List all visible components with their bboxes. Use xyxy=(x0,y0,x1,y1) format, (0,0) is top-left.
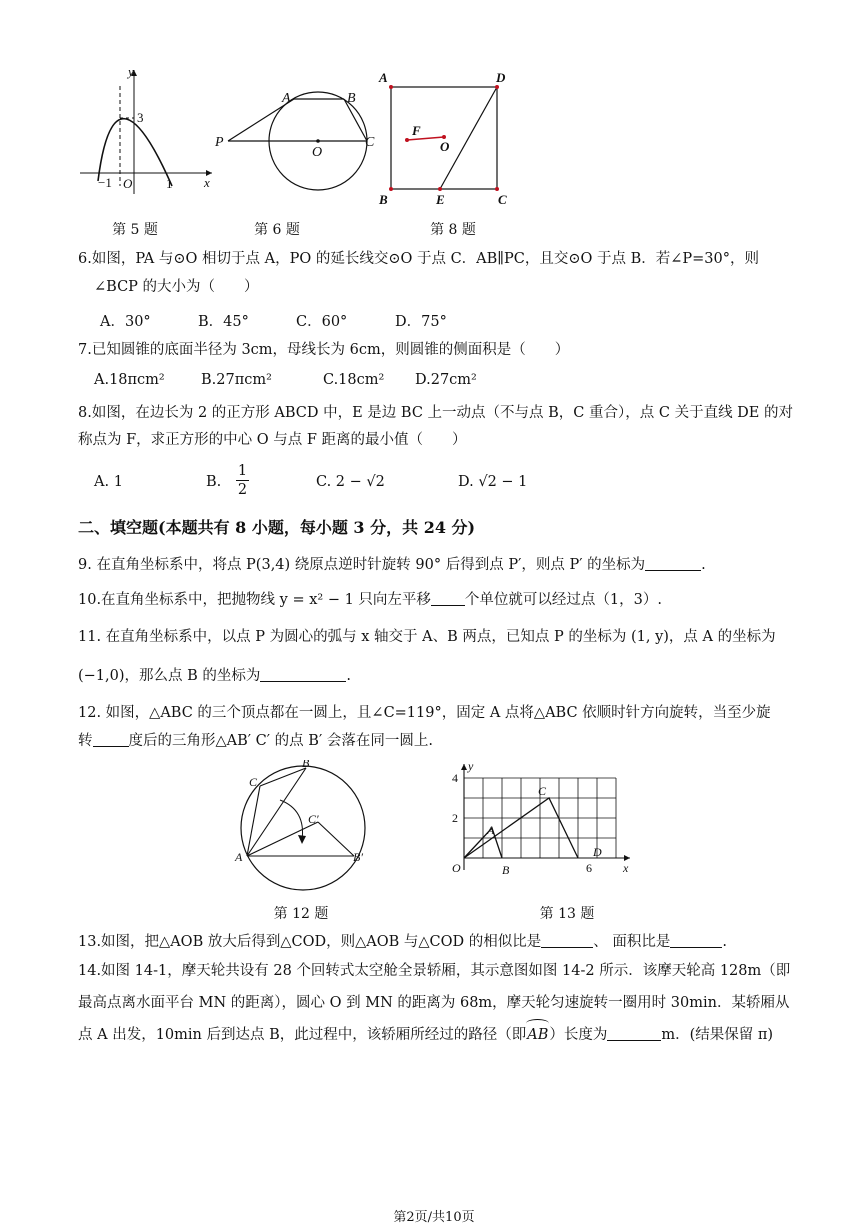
fig5-origin-label: O xyxy=(123,176,133,191)
section-2-heading: 二、填空题(本题共有 8 小题，每小题 3 分，共 24 分) xyxy=(78,518,476,537)
fig13-tick-4: 4 xyxy=(452,771,458,785)
question-8-option-b-numerator: 1 xyxy=(237,463,248,479)
question-7-line1: 7.已知圆锥的底面半径为 3cm，母线长为 6cm，则圆锥的侧面积是（ ） xyxy=(78,342,570,358)
fig8-label-O: O xyxy=(440,139,450,154)
figure-6-circle xyxy=(212,84,382,212)
fig13-label-B: B xyxy=(502,863,510,877)
question-6-line1: 6.如图，PA 与⊙O 相切于点 A，PO 的延长线交⊙O 于点 C．AB∥PC，且交⊙O 于点 B．若∠P=30°，则 xyxy=(78,251,760,267)
question-14-line3 xyxy=(78,1025,773,1045)
fig13-label-C: C xyxy=(538,784,547,798)
question-14-arc-label: AB xyxy=(527,1027,549,1043)
question-8-option-b-prefix: B. xyxy=(206,474,222,490)
fig8-label-A: A xyxy=(379,70,388,85)
question-10-tail: 个单位就可以经过点（1，3）. xyxy=(464,592,662,608)
question-11-answer-blank[interactable] xyxy=(260,667,346,682)
fig13-tick-2: 2 xyxy=(452,811,458,825)
question-14-tail: m．(结果保留 π) xyxy=(661,1027,774,1043)
question-6-option-a: A．30° xyxy=(100,314,151,330)
fig12-label-C: C xyxy=(249,775,258,789)
question-9 xyxy=(78,555,706,575)
figure-13-grid xyxy=(446,760,636,880)
question-8-line1: 8.如图，在边长为 2 的正方形 ABCD 中，E 是边 BC 上一动点（不与点 B，C 重合），点 C 关于直线 DE 的对 xyxy=(78,405,793,421)
question-6-option-d: D．75° xyxy=(395,314,447,330)
question-12-line2-text: 转 xyxy=(78,733,93,749)
question-13-area-blank[interactable] xyxy=(670,933,722,948)
fig13-tick-6: 6 xyxy=(586,861,592,875)
question-11-line2-text: (−1,0)，那么点 B 的坐标为 xyxy=(78,668,261,684)
question-11-line2 xyxy=(78,666,351,686)
question-12-tail: 度后的三角形△AB′ C′ 的点 B′ 会落在同一圆上. xyxy=(128,733,433,749)
question-8-option-b xyxy=(206,462,249,499)
caption-fig6: 第 6 题 xyxy=(254,222,300,238)
question-12-answer-blank[interactable] xyxy=(93,732,129,747)
fig5-label-3: 3 xyxy=(137,110,144,125)
question-7-option-b: B.27πcm² xyxy=(201,372,272,388)
fig5-label-neg1: −1 xyxy=(98,175,112,190)
question-6-line2: ∠BCP 的大小为（ ） xyxy=(94,279,259,295)
page-footer: 第2页/共10页 xyxy=(393,1210,475,1225)
question-13-text: 13.如图，把△AOB 放大后得到△COD，则△AOB 与△COD 的相似比是 xyxy=(78,934,542,950)
question-8-option-b-fraction xyxy=(236,462,249,499)
question-9-answer-blank[interactable] xyxy=(645,556,701,571)
fig13-label-D: D xyxy=(593,845,602,859)
fig6-label-P: P xyxy=(215,135,224,150)
fig8-label-C: C xyxy=(498,192,507,207)
fig6-label-B: B xyxy=(347,91,356,106)
question-7-option-a: A.18πcm² xyxy=(94,372,165,388)
fig8-label-B: B xyxy=(379,192,388,207)
fig8-label-D: D xyxy=(496,70,506,85)
question-14-line3-text: 点 A 出发，10min 后到达点 B，此过程中，该轿厢所经过的路径（即 xyxy=(78,1027,527,1043)
question-7-option-d: D.27cm² xyxy=(415,372,477,388)
fig13-label-A: A xyxy=(487,823,495,837)
fig5-y-label: y xyxy=(128,66,134,79)
fig12-label-B: B xyxy=(302,760,310,770)
fig12-label-Cprime: C′ xyxy=(308,812,319,826)
question-10-text: 10.在直角坐标系中，把抛物线 y = x² − 1 只向左平移 xyxy=(78,592,431,608)
question-6-option-b: B．45° xyxy=(198,314,249,330)
fig6-label-C: C xyxy=(365,135,375,150)
question-11-line1: 11. 在直角坐标系中，以点 P 为圆心的弧与 x 轴交于 A、B 两点，已知点 P 的坐标为 (1, y)，点 A 的坐标为 xyxy=(78,629,776,645)
fig5-label-1: 1 xyxy=(166,176,173,191)
caption-fig12: 第 12 题 xyxy=(273,906,329,922)
question-9-text: 9. 在直角坐标系中，将点 P(3,4) 绕原点逆时针旋转 90° 后得到点 P′，则点 P′ 的坐标为 xyxy=(78,557,646,573)
fig6-label-A: A xyxy=(282,91,291,106)
caption-fig13: 第 13 题 xyxy=(539,906,595,922)
caption-fig5: 第 5 题 xyxy=(112,222,158,238)
question-13-tail: . xyxy=(722,934,727,950)
question-8-option-d: D. √2 − 1 xyxy=(458,474,528,490)
question-10-answer-blank[interactable] xyxy=(431,591,465,606)
figure-8-square xyxy=(374,68,514,210)
question-8-option-b-denominator: 2 xyxy=(237,482,248,498)
fig13-x-label: x xyxy=(623,861,629,875)
question-9-tail: . xyxy=(701,557,706,573)
question-7-option-c: C.18cm² xyxy=(323,372,385,388)
question-14-line1: 14.如图 14-1，摩天轮共设有 28 个回转式太空舱全景轿厢，其示意图如图 14-2 所示．该摩天轮高 128m（即 xyxy=(78,963,791,979)
question-14-answer-blank[interactable] xyxy=(607,1026,661,1041)
question-12-line1: 12. 如图，△ABC 的三个顶点都在一圆上，且∠C=119°，固定 A 点将△ABC 依顺时针方向旋转，当至少旋 xyxy=(78,705,771,721)
question-11-tail: . xyxy=(346,668,352,684)
question-13-ratio-blank[interactable] xyxy=(541,933,593,948)
question-13-mid: 、 面积比是 xyxy=(593,934,671,950)
question-14-arc-ab xyxy=(526,1025,549,1045)
question-8-line2: 称点为 F，求正方形的中心 O 与点 F 距离的最小值（ ） xyxy=(78,432,467,448)
question-10 xyxy=(78,590,662,610)
question-12-line2 xyxy=(78,731,433,751)
question-14-arc-symbol xyxy=(526,1019,549,1028)
question-14-line2: 最高点离水面平台 MN 的距离），圆心 O 到 MN 的距离为 68m，摩天轮匀速旋转一圈用时 30min．某轿厢从 xyxy=(78,995,790,1011)
caption-fig8: 第 8 题 xyxy=(430,222,476,238)
figure-5-parabola xyxy=(76,66,216,196)
fig6-label-O: O xyxy=(312,145,323,160)
question-6-option-c: C．60° xyxy=(296,314,348,330)
question-8-option-c: C. 2 − √2 xyxy=(316,474,385,490)
fig5-x-label: x xyxy=(204,175,210,190)
fig12-label-A: A xyxy=(235,850,243,864)
question-14-mid: ）长度为 xyxy=(549,1027,608,1043)
question-8-option-a: A. 1 xyxy=(94,474,123,490)
fig8-label-F: F xyxy=(412,123,421,138)
fig12-label-Bprime: B′ xyxy=(353,850,363,864)
fig13-label-O: O xyxy=(452,861,461,875)
fig13-y-label: y xyxy=(468,760,474,773)
question-13 xyxy=(78,932,727,952)
fig8-label-E: E xyxy=(436,192,445,207)
figure-12-circle-rotation xyxy=(226,760,376,894)
